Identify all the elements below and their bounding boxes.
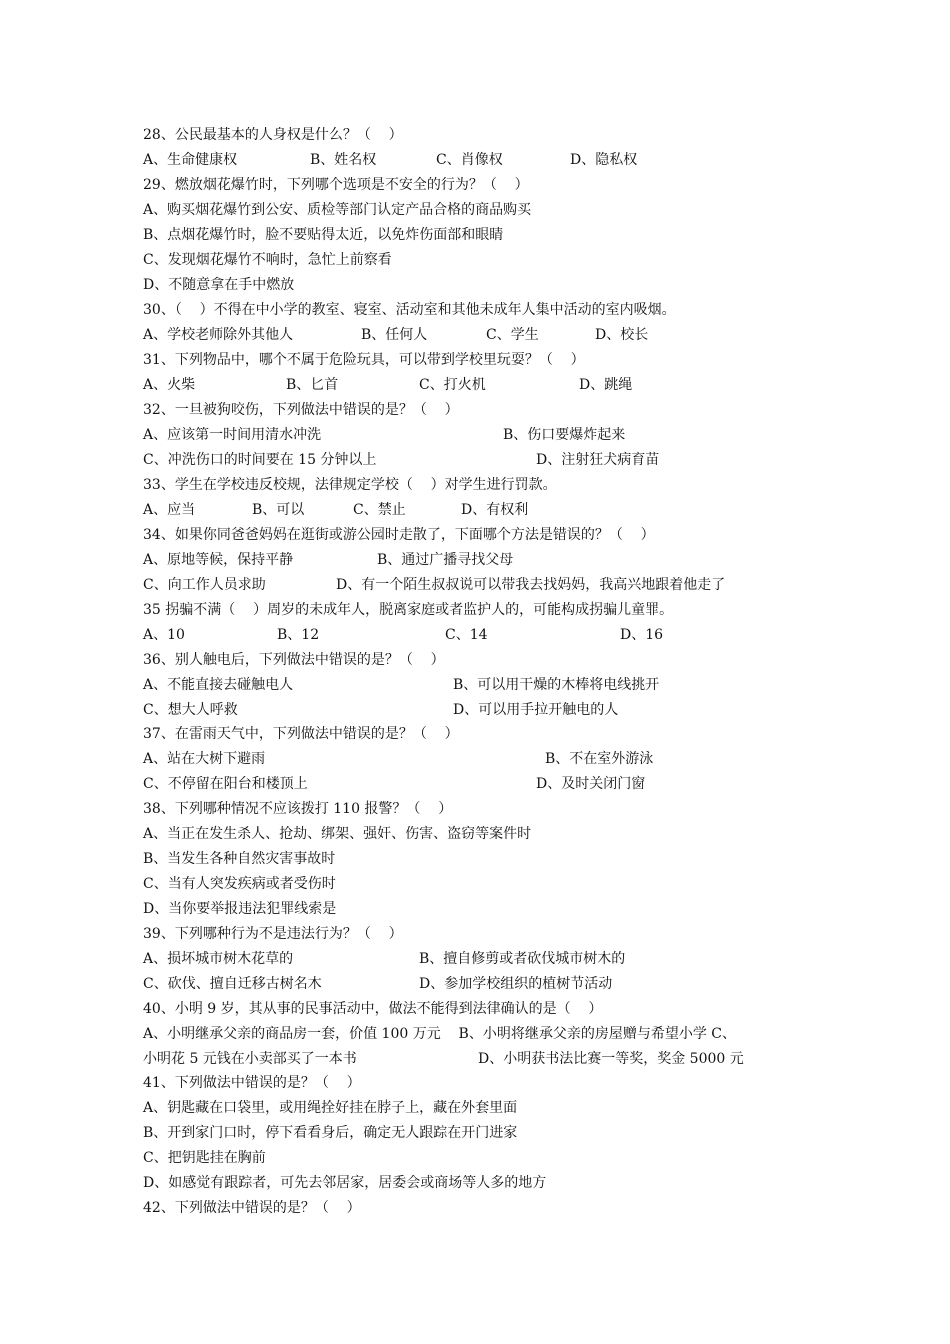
option-a: A、学校老师除外其他人 — [143, 327, 294, 343]
question-41 — [143, 1071, 823, 1095]
option-d — [143, 1171, 823, 1195]
option-d: D、有权利 — [461, 502, 529, 518]
question-stem: 34、如果你同爸爸妈妈在逛街或游公园时走散了，下面哪个方法是错误的？（ ） — [143, 527, 655, 543]
question-33 — [143, 473, 823, 497]
question-37-options-row2 — [143, 772, 823, 796]
option-d: D、16 — [620, 627, 664, 643]
question-32 — [143, 398, 823, 422]
option-a: A、原地等候，保持平静 — [143, 552, 294, 568]
option-text-wrapped: A、小明继承父亲的商品房一套，价值 100 万元 B、小明将继承父亲的房屋赠与希望小学 C、 — [143, 1026, 736, 1042]
option-a: A、不能直接去碰触电人 — [143, 677, 294, 693]
question-31-options — [143, 373, 823, 397]
option-b-text: B、当发生各种自然灾害事故时 — [143, 851, 336, 867]
question-37-options-row1 — [143, 747, 823, 771]
question-30 — [143, 298, 823, 322]
question-31 — [143, 348, 823, 372]
option-a: A、站在大树下避雨 — [143, 751, 266, 767]
option-c — [143, 872, 823, 896]
option-c-text: C、发现烟花爆竹不响时，急忙上前察看 — [143, 252, 392, 268]
question-stem: 36、别人触电后，下列做法中错误的是？（ ） — [143, 652, 445, 668]
question-stem: 38、下列哪种情况不应该拨打 110 报警？（ ） — [143, 801, 453, 817]
option-d: D、参加学校组织的植树节活动 — [419, 976, 613, 992]
question-35-options — [143, 623, 823, 647]
option-c-text: C、把钥匙挂在胸前 — [143, 1150, 266, 1166]
option-c: C、学生 — [486, 327, 539, 343]
option-c: C、禁止 — [353, 502, 406, 518]
question-stem: 35 拐骗不满（ ）周岁的未成年人，脱离家庭或者监护人的，可能构成拐骗儿童罪。 — [143, 602, 674, 618]
option-c: 小明花 5 元钱在小卖部买了一本书 — [143, 1051, 357, 1067]
option-a: A、火柴 — [143, 377, 196, 393]
option-d: D、小明获书法比赛一等奖，奖金 5000 元 — [478, 1051, 744, 1067]
question-34 — [143, 523, 823, 547]
option-b: B、伤口要爆炸起来 — [503, 427, 626, 443]
option-a-text: A、当正在发生杀人、抢劫、绑架、强奸、伤害、盗窃等案件时 — [143, 826, 532, 842]
question-38 — [143, 797, 823, 821]
option-d-text: D、如感觉有跟踪者，可先去邻居家，居委会或商场等人多的地方 — [143, 1175, 547, 1191]
option-b — [143, 223, 823, 247]
question-stem: 41、下列做法中错误的是？（ ） — [143, 1075, 361, 1091]
option-c: C、打火机 — [419, 377, 486, 393]
option-d: D、校长 — [595, 327, 649, 343]
question-36-options-row2 — [143, 698, 823, 722]
option-c: C、砍伐、擅自迁移古树名木 — [143, 976, 322, 992]
option-c — [143, 248, 823, 272]
option-c-text: C、当有人突发疾病或者受伤时 — [143, 876, 336, 892]
option-b — [143, 1121, 823, 1145]
option-d — [143, 273, 823, 297]
question-stem: 30、（ ）不得在中小学的教室、寝室、活动室和其他未成年人集中活动的室内吸烟。 — [143, 302, 676, 318]
option-b: B、可以用干燥的木棒将电线挑开 — [453, 677, 660, 693]
option-d: D、可以用手拉开触电的人 — [453, 702, 619, 718]
question-stem: 33、学生在学校违反校规，法律规定学校（ ）对学生进行罚款。 — [143, 477, 557, 493]
question-35 — [143, 598, 823, 622]
option-c — [143, 1146, 823, 1170]
question-stem: 37、在雷雨天气中，下列做法中错误的是？（ ） — [143, 726, 459, 742]
question-stem: 32、一旦被狗咬伤，下列做法中错误的是？（ ） — [143, 402, 459, 418]
option-c: C、冲洗伤口的时间要在 15 分钟以上 — [143, 452, 377, 468]
option-a-text: A、购买烟花爆竹到公安、质检等部门认定产品合格的商品购买 — [143, 202, 532, 218]
option-d: D、隐私权 — [570, 152, 638, 168]
option-b: B、通过广播寻找父母 — [377, 552, 514, 568]
option-b: B、不在室外游泳 — [545, 751, 654, 767]
option-d-text: D、不随意拿在手中燃放 — [143, 277, 295, 293]
option-a: A、应该第一时间用清水冲洗 — [143, 427, 322, 443]
option-b: B、匕首 — [286, 377, 339, 393]
question-30-options — [143, 323, 823, 347]
option-c: C、14 — [445, 627, 488, 643]
question-36 — [143, 648, 823, 672]
question-stem: 39、下列哪种行为不是违法行为？（ ） — [143, 926, 403, 942]
question-stem: 40、小明 9 岁，其从事的民事活动中，做法不能得到法律确认的是（ ） — [143, 1001, 603, 1017]
question-40 — [143, 997, 823, 1021]
question-29 — [143, 173, 823, 197]
question-39 — [143, 922, 823, 946]
option-d-text: D、当你要举报违法犯罪线索是 — [143, 901, 337, 917]
question-40-options-row2 — [143, 1047, 823, 1071]
question-36-options-row1 — [143, 673, 823, 697]
option-d — [143, 897, 823, 921]
option-b — [143, 847, 823, 871]
option-d: D、注射狂犬病育苗 — [536, 452, 660, 468]
question-37 — [143, 722, 823, 746]
option-b: B、姓名权 — [310, 152, 377, 168]
option-a: A、10 — [143, 627, 185, 643]
option-a: A、生命健康权 — [143, 152, 238, 168]
question-39-options-row2 — [143, 972, 823, 996]
question-33-options — [143, 498, 823, 522]
option-b: B、12 — [277, 627, 320, 643]
option-a: A、应当 — [143, 502, 196, 518]
option-a: A、损坏城市树木花草的 — [143, 951, 294, 967]
option-d: D、有一个陌生叔叔说可以带我去找妈妈，我高兴地跟着他走了 — [336, 577, 726, 593]
option-c: C、肖像权 — [436, 152, 503, 168]
question-stem: 42、下列做法中错误的是？（ ） — [143, 1200, 361, 1216]
option-b-text: B、开到家门口时，停下看看身后，确定无人跟踪在开门进家 — [143, 1125, 518, 1141]
question-42 — [143, 1196, 823, 1220]
question-stem: 28、公民最基本的人身权是什么？（ ） — [143, 127, 403, 143]
option-b-text: B、点烟花爆竹时，脸不要贴得太近，以免炸伤面部和眼睛 — [143, 227, 504, 243]
option-a — [143, 198, 823, 222]
question-32-options-row2 — [143, 448, 823, 472]
option-a — [143, 1096, 823, 1120]
option-a — [143, 822, 823, 846]
option-c: C、不停留在阳台和楼顶上 — [143, 776, 308, 792]
option-d: D、及时关闭门窗 — [536, 776, 646, 792]
option-a-text: A、钥匙藏在口袋里，或用绳拴好挂在脖子上，藏在外套里面 — [143, 1100, 518, 1116]
question-39-options-row1 — [143, 947, 823, 971]
question-34-options-row2 — [143, 573, 823, 597]
option-b: B、可以 — [252, 502, 305, 518]
question-stem: 29、燃放烟花爆竹时，下列哪个选项是不安全的行为？（ ） — [143, 177, 529, 193]
option-c: C、向工作人员求助 — [143, 577, 266, 593]
question-28-options — [143, 148, 823, 172]
question-32-options-row1 — [143, 423, 823, 447]
option-b: B、擅自修剪或者砍伐城市树木的 — [419, 951, 626, 967]
option-d: D、跳绳 — [579, 377, 633, 393]
question-stem: 31、下列物品中，哪个不属于危险玩具，可以带到学校里玩耍？（ ） — [143, 352, 585, 368]
question-40-options-row1 — [143, 1022, 823, 1046]
question-28 — [143, 123, 823, 147]
option-c: C、想大人呼救 — [143, 702, 238, 718]
option-b: B、任何人 — [361, 327, 428, 343]
question-34-options-row1 — [143, 548, 823, 572]
